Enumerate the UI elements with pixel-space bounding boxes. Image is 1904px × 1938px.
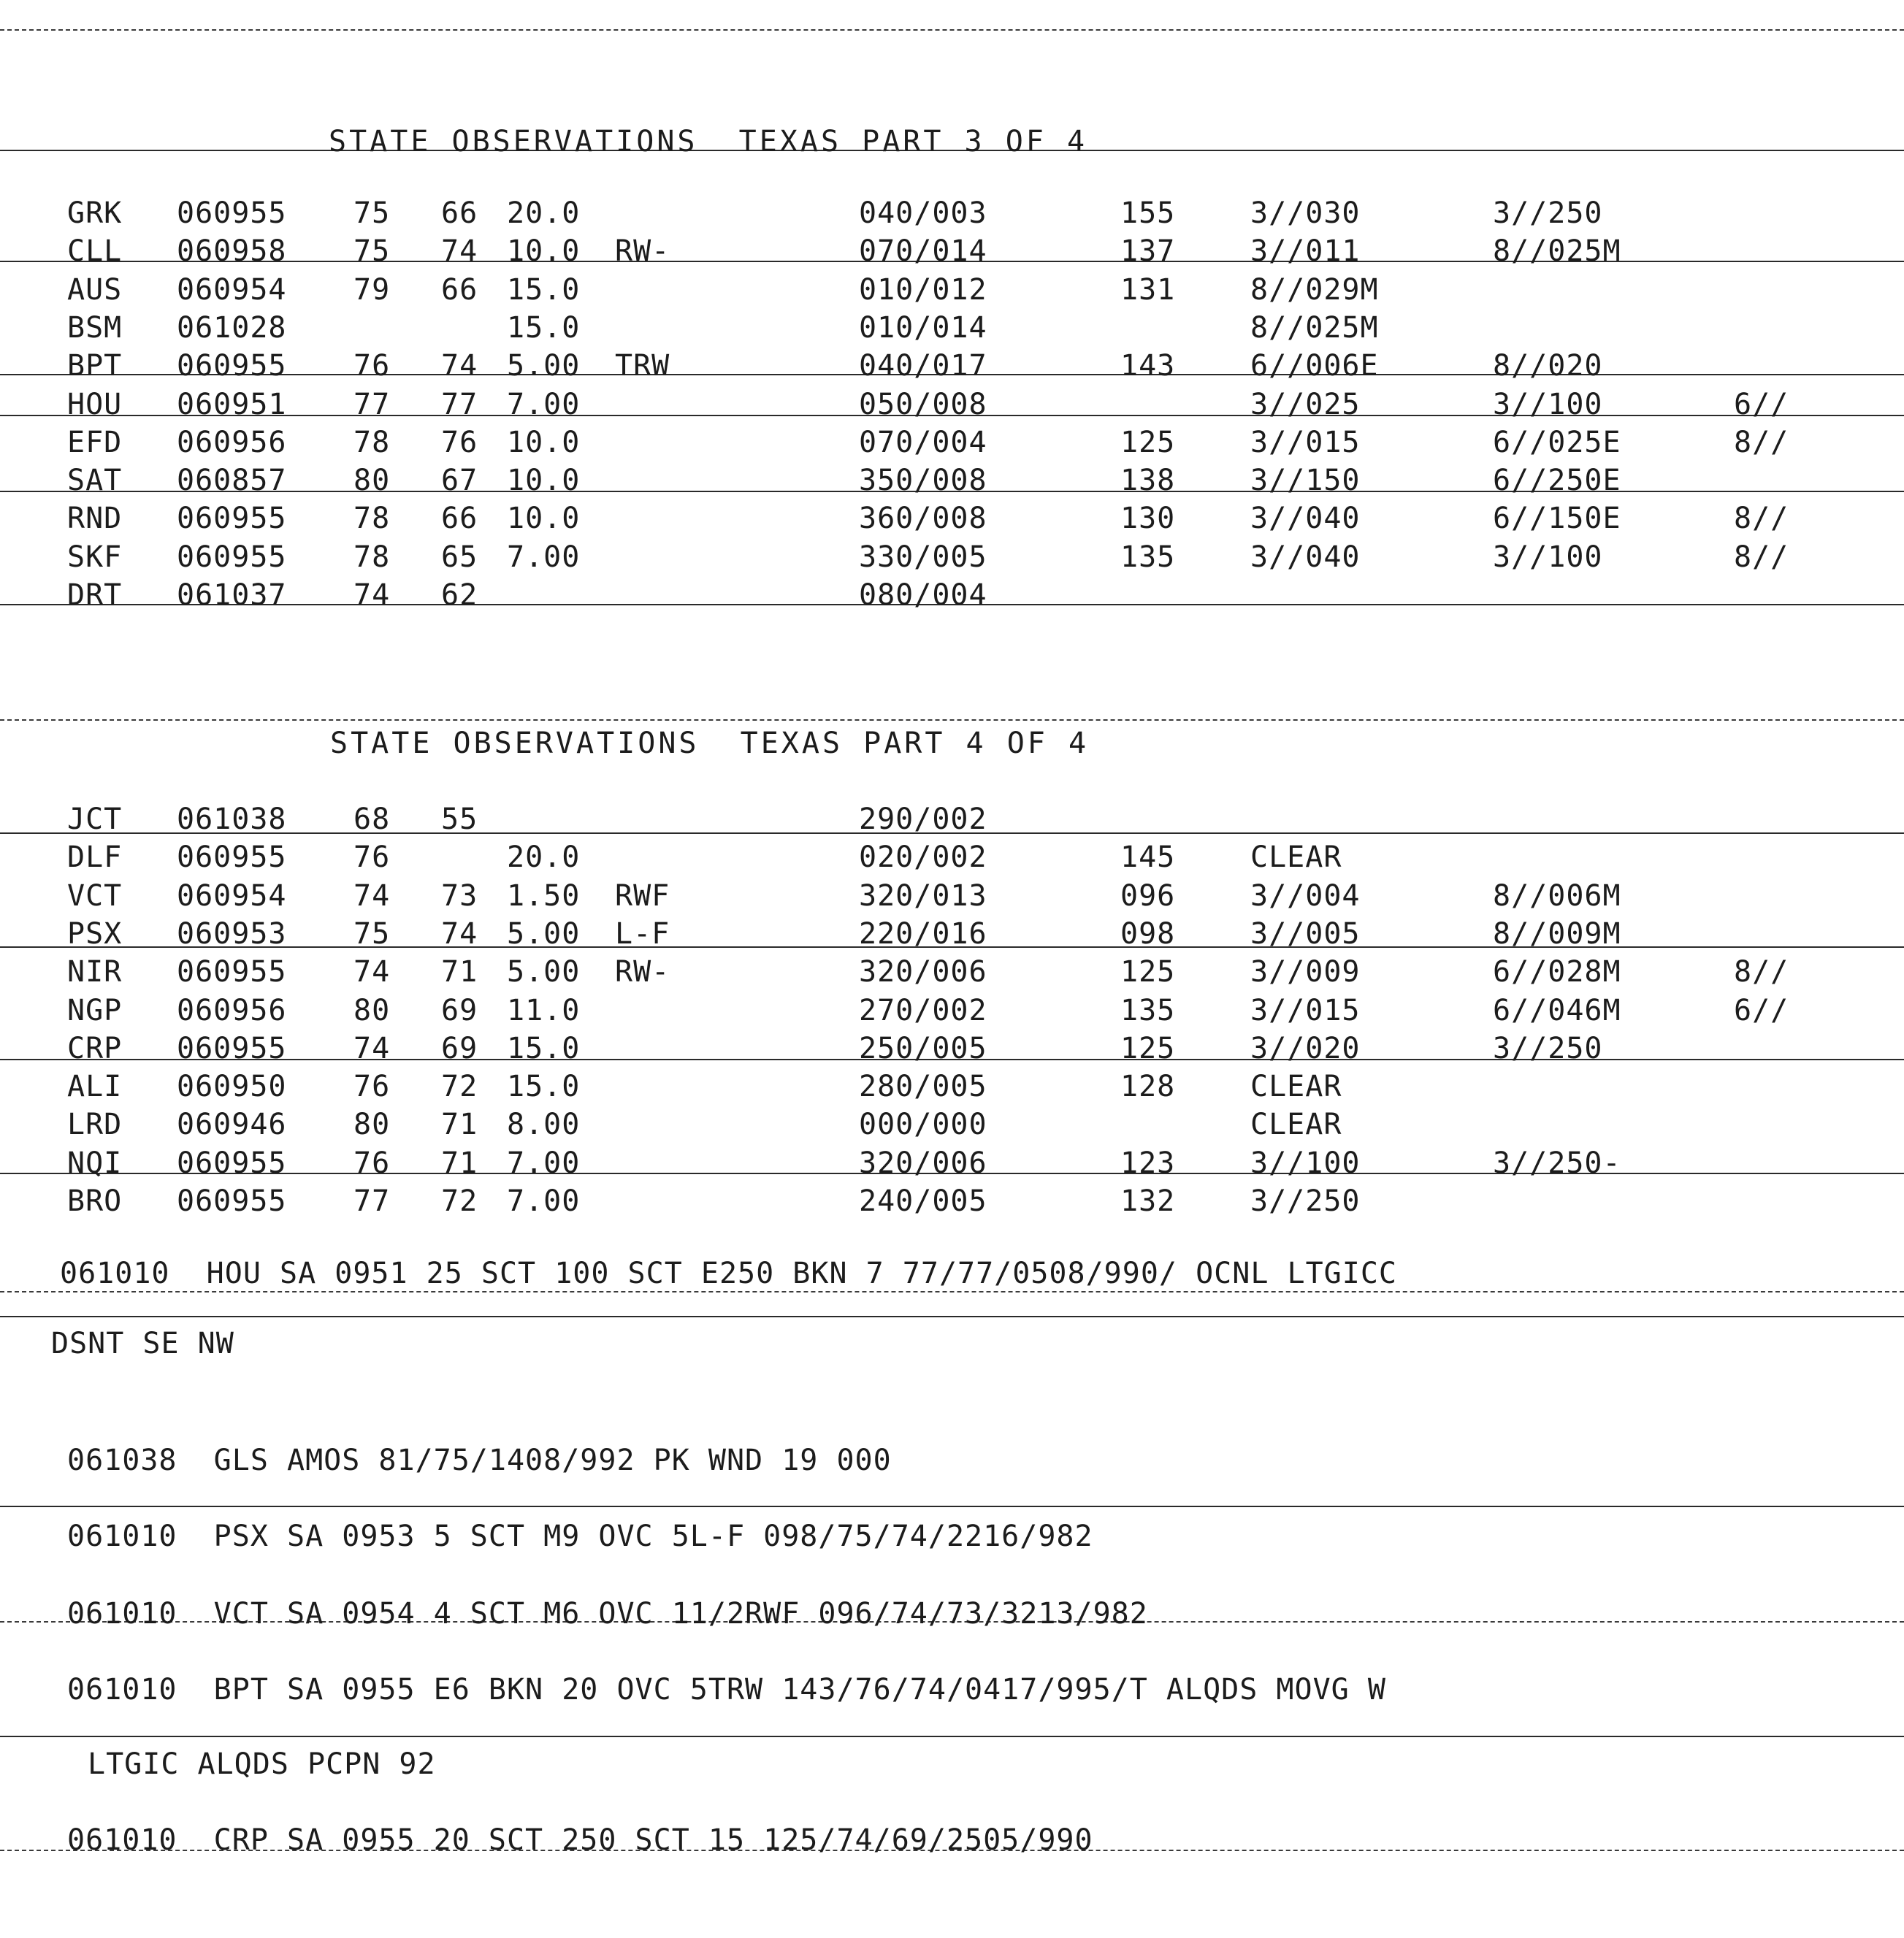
dewpoint: 71 — [441, 955, 478, 989]
pressure: 135 — [1120, 993, 1176, 1027]
table-row — [0, 1069, 1904, 1106]
visibility: 15.0 — [507, 272, 581, 307]
table-row — [0, 310, 1904, 347]
station-id: AUS — [67, 272, 123, 307]
weather: TRW — [615, 349, 670, 383]
table-row — [0, 916, 1904, 953]
obs-time: 060958 — [177, 234, 287, 269]
pressure: 123 — [1120, 1146, 1176, 1180]
temperature: 74 — [353, 578, 391, 612]
visibility: 10.0 — [507, 502, 581, 536]
visibility: 8.00 — [507, 1108, 581, 1142]
wind: 000/000 — [859, 1108, 987, 1142]
weather: RW- — [615, 234, 670, 269]
table-row — [0, 1031, 1904, 1068]
wind: 320/006 — [859, 1146, 987, 1180]
dewpoint: 66 — [441, 196, 478, 230]
temperature: 77 — [353, 1184, 391, 1218]
visibility: 7.00 — [507, 540, 581, 574]
wind: 240/005 — [859, 1184, 987, 1218]
obs-time: 060955 — [177, 540, 287, 574]
visibility: 5.00 — [507, 349, 581, 383]
temperature: 74 — [353, 878, 391, 913]
sky-layer-2: 8//009M — [1493, 916, 1621, 951]
table-row — [0, 425, 1904, 461]
station-id: LRD — [67, 1108, 123, 1142]
pressure: 138 — [1120, 464, 1176, 498]
sky-layer-2: 8//006M — [1493, 878, 1621, 913]
visibility: 10.0 — [507, 234, 581, 269]
sky-layer-1: 3//030 — [1250, 196, 1361, 230]
table-row — [0, 840, 1904, 876]
wind: 050/008 — [859, 387, 987, 421]
dewpoint: 72 — [441, 1070, 478, 1104]
rule-line — [0, 719, 1904, 721]
obs-time: 061037 — [177, 578, 287, 612]
wind: 010/014 — [859, 310, 987, 345]
sky-layer-2: 6//250E — [1493, 464, 1621, 498]
pressure: 130 — [1120, 502, 1176, 536]
obs-time: 061038 — [177, 803, 287, 836]
obs-time: 060946 — [177, 1108, 287, 1142]
obs-time: 060955 — [177, 1184, 287, 1218]
dewpoint: 77 — [441, 387, 478, 421]
sky-layer-3: 8// — [1734, 955, 1789, 989]
sky-layer-2: 6//025E — [1493, 425, 1621, 459]
visibility: 11.0 — [507, 993, 581, 1027]
station-id: JCT — [67, 803, 123, 836]
visibility: 15.0 — [507, 310, 581, 345]
obs-time: 060954 — [177, 878, 287, 913]
sky-layer-2: 3//250 — [1493, 1031, 1603, 1065]
dewpoint: 66 — [441, 272, 478, 307]
station-id: CLL — [67, 234, 123, 269]
table-row — [0, 234, 1904, 270]
sky-layer-1: CLEAR — [1250, 1070, 1342, 1104]
weather: RW- — [615, 955, 670, 989]
temperature: 74 — [353, 1031, 391, 1065]
sky-layer-3: 6// — [1734, 387, 1789, 421]
visibility: 20.0 — [507, 840, 581, 875]
station-id: ALI — [67, 1070, 123, 1104]
visibility: 5.00 — [507, 916, 581, 951]
sky-layer-1: 3//100 — [1250, 1146, 1361, 1180]
visibility: 10.0 — [507, 464, 581, 498]
pressure: 143 — [1120, 349, 1176, 383]
rule-line — [0, 1316, 1904, 1317]
visibility: 5.00 — [507, 955, 581, 989]
sky-layer-2: 8//025M — [1493, 234, 1621, 269]
table-row — [0, 463, 1904, 499]
visibility: 7.00 — [507, 1184, 581, 1218]
table-row — [0, 954, 1904, 991]
sky-layer-3: 8// — [1734, 540, 1789, 574]
sky-layer-1: 3//025 — [1250, 387, 1361, 421]
wind: 290/002 — [859, 803, 987, 836]
temperature: 80 — [353, 464, 391, 498]
visibility: 7.00 — [507, 387, 581, 421]
dewpoint: 67 — [441, 464, 478, 498]
pressure: 125 — [1120, 1031, 1176, 1065]
wind: 320/013 — [859, 878, 987, 913]
rule-line — [0, 1291, 1904, 1292]
station-id: PSX — [67, 916, 123, 951]
station-id: NGP — [67, 993, 123, 1027]
sky-layer-2: 3//250- — [1493, 1146, 1621, 1180]
sky-layer-1: 3//011 — [1250, 234, 1361, 269]
sky-layer-3: 8// — [1734, 425, 1789, 459]
dewpoint: 72 — [441, 1184, 478, 1218]
pressure: 131 — [1120, 272, 1176, 307]
station-id: SAT — [67, 464, 123, 498]
station-id: HOU — [67, 387, 123, 421]
visibility: 10.0 — [507, 425, 581, 459]
obs-time: 060955 — [177, 1146, 287, 1180]
station-id: SKF — [67, 540, 123, 574]
pressure: 125 — [1120, 425, 1176, 459]
weather: RWF — [615, 878, 670, 913]
sky-layer-1: 3//009 — [1250, 955, 1361, 989]
wind: 330/005 — [859, 540, 987, 574]
station-id: VCT — [67, 878, 123, 913]
dewpoint: 69 — [441, 1031, 478, 1065]
temperature: 75 — [353, 234, 391, 269]
sky-layer-1: 6//006E — [1250, 349, 1379, 383]
station-id: NIR — [67, 955, 123, 989]
temperature: 74 — [353, 955, 391, 989]
sky-layer-1: 3//150 — [1250, 464, 1361, 498]
temperature: 78 — [353, 425, 391, 459]
dewpoint: 71 — [441, 1146, 478, 1180]
sky-layer-2: 6//046M — [1493, 993, 1621, 1027]
obs-time: 060956 — [177, 425, 287, 459]
obs-time: 060955 — [177, 1031, 287, 1065]
temperature: 75 — [353, 196, 391, 230]
station-id: RND — [67, 502, 123, 536]
dewpoint: 55 — [441, 803, 478, 836]
pressure: 135 — [1120, 540, 1176, 574]
sky-layer-2: 6//028M — [1493, 955, 1621, 989]
temperature: 77 — [353, 387, 391, 421]
weather: L-F — [615, 916, 670, 951]
dewpoint: 71 — [441, 1108, 478, 1142]
table-row — [0, 272, 1904, 309]
rule-line — [0, 1736, 1904, 1737]
temperature: 80 — [353, 993, 391, 1027]
sky-layer-1: 3//005 — [1250, 916, 1361, 951]
wind: 220/016 — [859, 916, 987, 951]
report-line: DSNT SE NW — [51, 1327, 234, 1360]
sky-layer-1: 3//040 — [1250, 502, 1361, 536]
dewpoint: 65 — [441, 540, 478, 574]
obs-time: 060950 — [177, 1070, 287, 1104]
temperature: 76 — [353, 1070, 391, 1104]
temperature: 78 — [353, 540, 391, 574]
report-line: 061010 HOU SA 0951 25 SCT 100 SCT E250 BKN 7 77/77/0508/990/ OCNL LTGICC — [60, 1257, 1397, 1290]
obs-time: 060857 — [177, 464, 287, 498]
temperature: 76 — [353, 349, 391, 383]
table-row — [0, 348, 1904, 385]
dewpoint: 69 — [441, 993, 478, 1027]
obs-time: 060955 — [177, 196, 287, 230]
station-id: CRP — [67, 1031, 123, 1065]
pressure: 132 — [1120, 1184, 1176, 1218]
station-id: EFD — [67, 425, 123, 459]
temperature: 80 — [353, 1108, 391, 1142]
obs-time: 060951 — [177, 387, 287, 421]
sky-layer-2: 3//250 — [1493, 196, 1603, 230]
station-id: BRO — [67, 1184, 123, 1218]
station-id: BPT — [67, 349, 123, 383]
wind: 040/003 — [859, 196, 987, 230]
sky-layer-1: 3//015 — [1250, 993, 1361, 1027]
report-line: 061010 VCT SA 0954 4 SCT M6 OVC 11/2RWF 096/74/73/3213/982 — [67, 1597, 1148, 1631]
wind: 350/008 — [859, 464, 987, 498]
table-row — [0, 578, 1904, 614]
table-row — [0, 993, 1904, 1030]
wind: 010/012 — [859, 272, 987, 307]
part4-header: STATE OBSERVATIONS TEXAS PART 4 OF 4 — [330, 727, 1090, 760]
pressure: 155 — [1120, 196, 1176, 230]
wind: 080/004 — [859, 578, 987, 612]
pressure: 096 — [1120, 878, 1176, 913]
sky-layer-2: 3//100 — [1493, 540, 1603, 574]
station-id: GRK — [67, 196, 123, 230]
temperature: 76 — [353, 1146, 391, 1180]
sky-layer-1: 3//020 — [1250, 1031, 1361, 1065]
pressure: 137 — [1120, 234, 1176, 269]
sky-layer-1: 3//015 — [1250, 425, 1361, 459]
obs-time: 060954 — [177, 272, 287, 307]
dewpoint: 74 — [441, 349, 478, 383]
wind: 040/017 — [859, 349, 987, 383]
visibility: 1.50 — [507, 878, 581, 913]
sky-layer-2: 6//150E — [1493, 502, 1621, 536]
table-row — [0, 196, 1904, 232]
visibility: 15.0 — [507, 1070, 581, 1104]
dewpoint: 74 — [441, 916, 478, 951]
table-row — [0, 802, 1904, 838]
temperature: 78 — [353, 502, 391, 536]
station-id: BSM — [67, 310, 123, 345]
rule-line — [0, 1506, 1904, 1507]
rule-line — [0, 29, 1904, 31]
obs-time: 060956 — [177, 993, 287, 1027]
obs-time: 060955 — [177, 840, 287, 875]
station-id: DRT — [67, 578, 123, 612]
temperature: 68 — [353, 803, 391, 836]
sky-layer-2: 8//020 — [1493, 349, 1603, 383]
sky-layer-1: 8//025M — [1250, 310, 1379, 345]
sky-layer-1: 3//250 — [1250, 1184, 1361, 1218]
dewpoint: 73 — [441, 878, 478, 913]
sky-layer-2: 3//100 — [1493, 387, 1603, 421]
station-id: DLF — [67, 840, 123, 875]
obs-time: 061028 — [177, 310, 287, 345]
report-line: 061038 GLS AMOS 81/75/1408/992 PK WND 19 000 — [67, 1444, 892, 1477]
obs-time: 060955 — [177, 955, 287, 989]
table-row — [0, 540, 1904, 576]
dewpoint: 76 — [441, 425, 478, 459]
report-line: 061010 CRP SA 0955 20 SCT 250 SCT 15 125/74/69/2505/990 — [67, 1823, 1093, 1857]
visibility: 15.0 — [507, 1031, 581, 1065]
dewpoint: 74 — [441, 234, 478, 269]
wind: 360/008 — [859, 502, 987, 536]
visibility: 7.00 — [507, 1146, 581, 1180]
table-row — [0, 501, 1904, 537]
table-row — [0, 1146, 1904, 1182]
obs-time: 060955 — [177, 349, 287, 383]
wind: 250/005 — [859, 1031, 987, 1065]
wind: 280/005 — [859, 1070, 987, 1104]
report-line: 061010 PSX SA 0953 5 SCT M9 OVC 5L-F 098/75/74/2216/982 — [67, 1520, 1093, 1553]
pressure: 098 — [1120, 916, 1176, 951]
sky-layer-3: 6// — [1734, 993, 1789, 1027]
obs-time: 060955 — [177, 502, 287, 536]
part3-header: STATE OBSERVATIONS TEXAS PART 3 OF 4 — [329, 125, 1088, 158]
wind: 320/006 — [859, 955, 987, 989]
sky-layer-1: 3//004 — [1250, 878, 1361, 913]
wind: 270/002 — [859, 993, 987, 1027]
temperature: 79 — [353, 272, 391, 307]
station-id: NQI — [67, 1146, 123, 1180]
sky-layer-3: 8// — [1734, 502, 1789, 536]
pressure: 128 — [1120, 1070, 1176, 1104]
pressure: 145 — [1120, 840, 1176, 875]
obs-time: 060953 — [177, 916, 287, 951]
wind: 020/002 — [859, 840, 987, 875]
table-row — [0, 1107, 1904, 1144]
temperature: 76 — [353, 840, 391, 875]
report-line: LTGIC ALQDS PCPN 92 — [88, 1747, 436, 1781]
table-row — [0, 878, 1904, 915]
wind: 070/014 — [859, 234, 987, 269]
table-row — [0, 387, 1904, 424]
dewpoint: 66 — [441, 502, 478, 536]
report-line: 061010 BPT SA 0955 E6 BKN 20 OVC 5TRW 143/76/74/0417/995/T ALQDS MOVG W — [67, 1673, 1386, 1707]
sky-layer-1: CLEAR — [1250, 840, 1342, 875]
sky-layer-1: CLEAR — [1250, 1108, 1342, 1142]
pressure: 125 — [1120, 955, 1176, 989]
wind: 070/004 — [859, 425, 987, 459]
dewpoint: 62 — [441, 578, 478, 612]
sky-layer-1: 8//029M — [1250, 272, 1379, 307]
visibility: 20.0 — [507, 196, 581, 230]
table-row — [0, 1184, 1904, 1220]
sky-layer-1: 3//040 — [1250, 540, 1361, 574]
temperature: 75 — [353, 916, 391, 951]
